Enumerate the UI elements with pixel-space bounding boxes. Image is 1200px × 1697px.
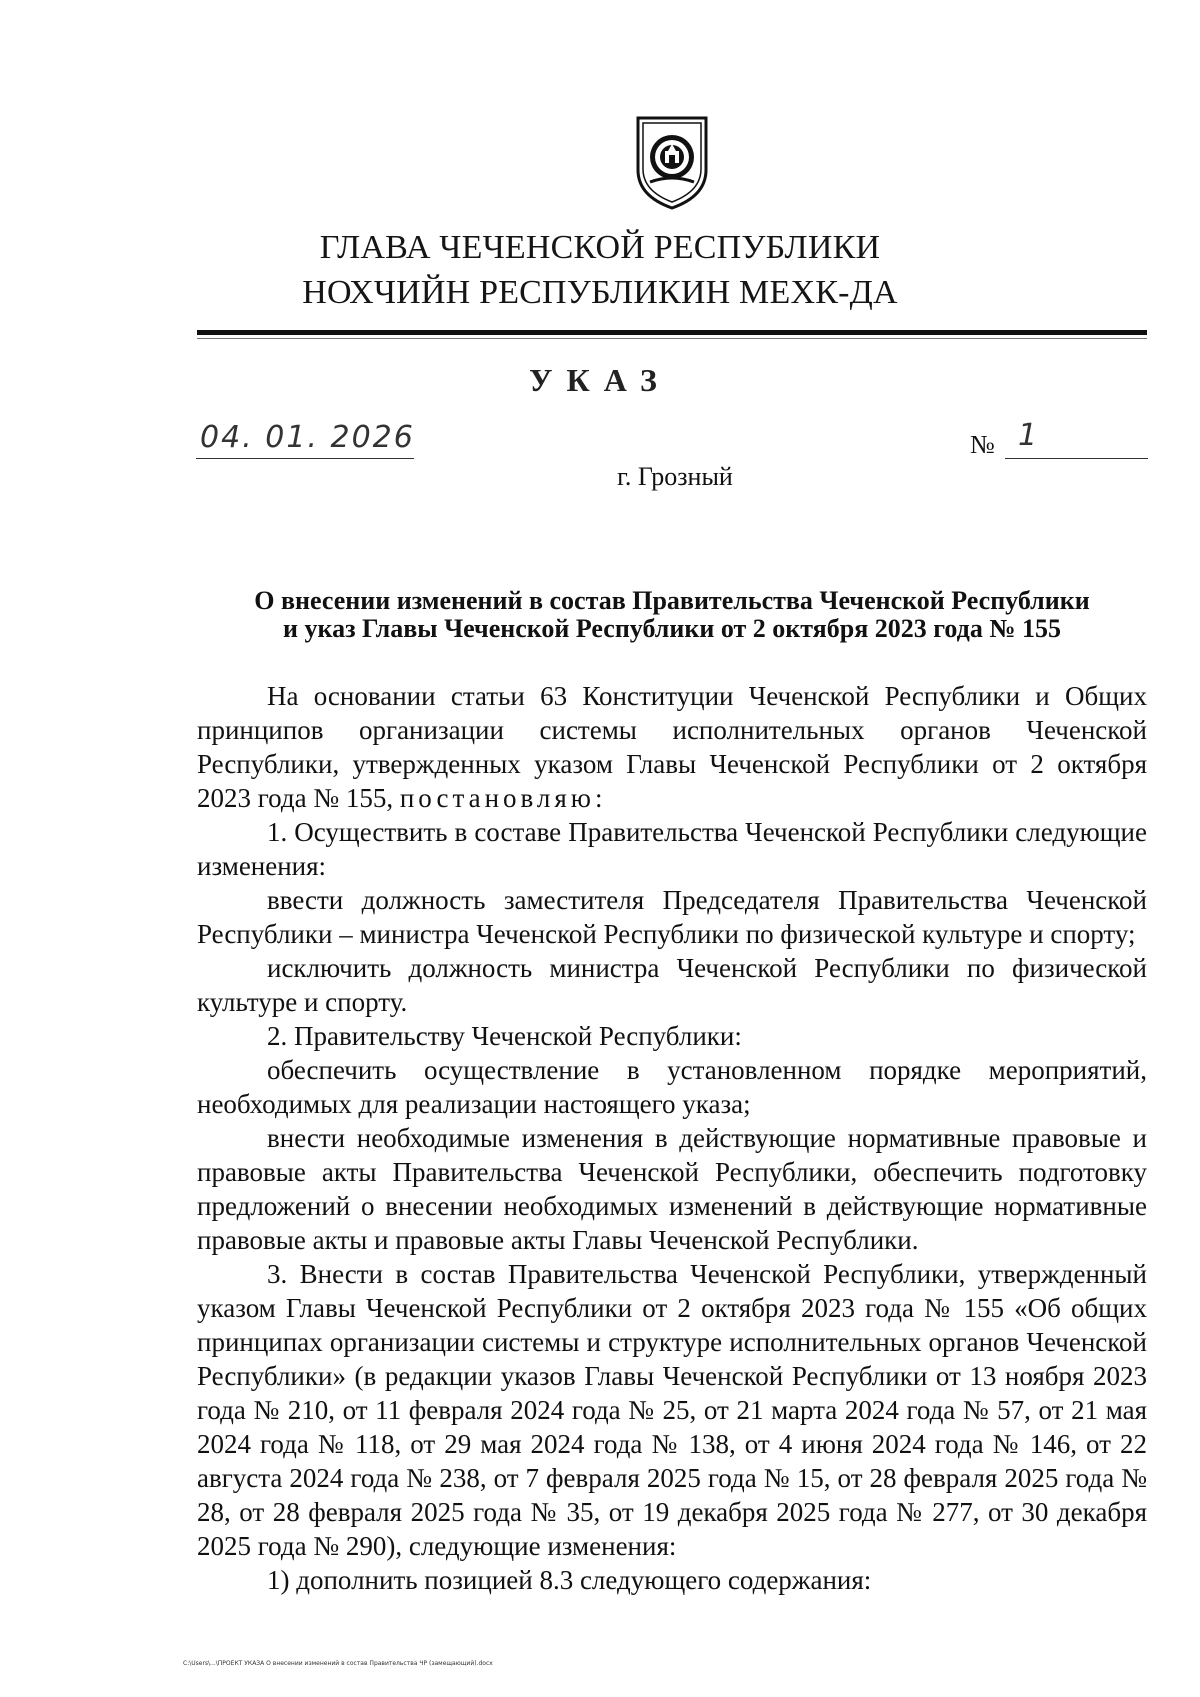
paragraph-item-1-b: исключить должность министра Чеченской Республики по физической культуре и спорту. <box>197 953 1147 1017</box>
paragraph-item-1-a: ввести должность заместителя Председателя Правительства Чеченской Республики – министра Чеченской Республики по физической культуре и спорту; <box>197 885 1147 949</box>
handwritten-date: 04. 01. 2026 <box>200 420 415 455</box>
decree-title-line-1: О внесении изменений в состав Правительства Чеченской Республики <box>254 586 1090 615</box>
decree-title-line-2: и указ Главы Чеченской Республики от 2 октября 2023 года № 155 <box>283 614 1061 643</box>
file-path-footer: C:\Users\...\ПРОЕКТ УКАЗА О внесении изменений в состав Правительства ЧР (замещающий).docx <box>183 1660 493 1667</box>
preamble-resolve-word: постановляю: <box>399 783 607 813</box>
preamble-text: На основании статьи 63 Конституции Чеченской Республики и Общих принципов организации системы исполнительных органов Чеченской Республики, утвержденных указом Главы Чеченской Республики от 2 октября 2023 года № 155, <box>197 681 1147 813</box>
paragraph-item-3: 3. Внести в состав Правительства Чеченской Республики, утвержденный указом Главы Чеченской Республики от 2 октября 2023 года № 155 «Об общих принципах организации системы и структуре исполнительных органов Чеченской Республики» (в редакции указов Главы Чеченской Республики от 13 ноября 2023 года № 210, от 11 февраля 2024 года № 25, от 21 марта 2024 года № 57, от 21 мая 2024 года № 118, от 29 мая 2024 года № 138, от 4 июня 2024 года № 146, от 22 августа 2024 года № 238, от 7 февраля 2025 года № 15, от 28 февраля 2025 года № 28, от 28 февраля 2025 года № 35, от 19 декабря 2025 года № 277, от 30 декабря 2025 года № 290), следующие изменения: <box>197 1259 1147 1561</box>
decree-body <box>197 679 1147 1597</box>
authority-title-chechen: НОХЧИЙН РЕСПУБЛИКИН МЕХК-ДА <box>302 274 898 311</box>
header-divider-thick <box>197 330 1147 335</box>
header-divider-thin <box>197 338 1147 339</box>
handwritten-number: 1 <box>1018 418 1038 453</box>
number-label: № <box>970 430 995 459</box>
paragraph-item-3-1: 1) дополнить позицией 8.3 следующего содержания: <box>267 1565 872 1595</box>
authority-title-russian: ГЛАВА ЧЕЧЕНСКОЙ РЕСПУБЛИКИ <box>319 229 881 266</box>
date-underline <box>196 458 414 459</box>
paragraph-item-2: 2. Правительству Чеченской Республики: <box>267 1021 742 1051</box>
city-of-issue: г. Грозный <box>617 462 733 491</box>
number-underline <box>1005 458 1148 459</box>
paragraph-item-1: 1. Осуществить в составе Правительства Чеченской Республики следующие изменения: <box>197 817 1147 881</box>
decree-title <box>197 587 1147 643</box>
paragraph-preamble <box>197 679 1147 815</box>
paragraph-item-2-a: обеспечить осуществление в установленном порядке мероприятий, необходимых для реализации настоящего указа; <box>197 1055 1147 1119</box>
coat-of-arms-emblem-icon <box>632 112 712 212</box>
paragraph-item-2-b: внести необходимые изменения в действующие нормативные правовые и правовые акты Правительства Чеченской Республики, обеспечить подготовку предложений о внесении необходимых изменений в действующие нормативные правовые акты и правовые акты Главы Чеченской Республики. <box>197 1123 1147 1255</box>
document-type: УКАЗ <box>529 362 671 398</box>
